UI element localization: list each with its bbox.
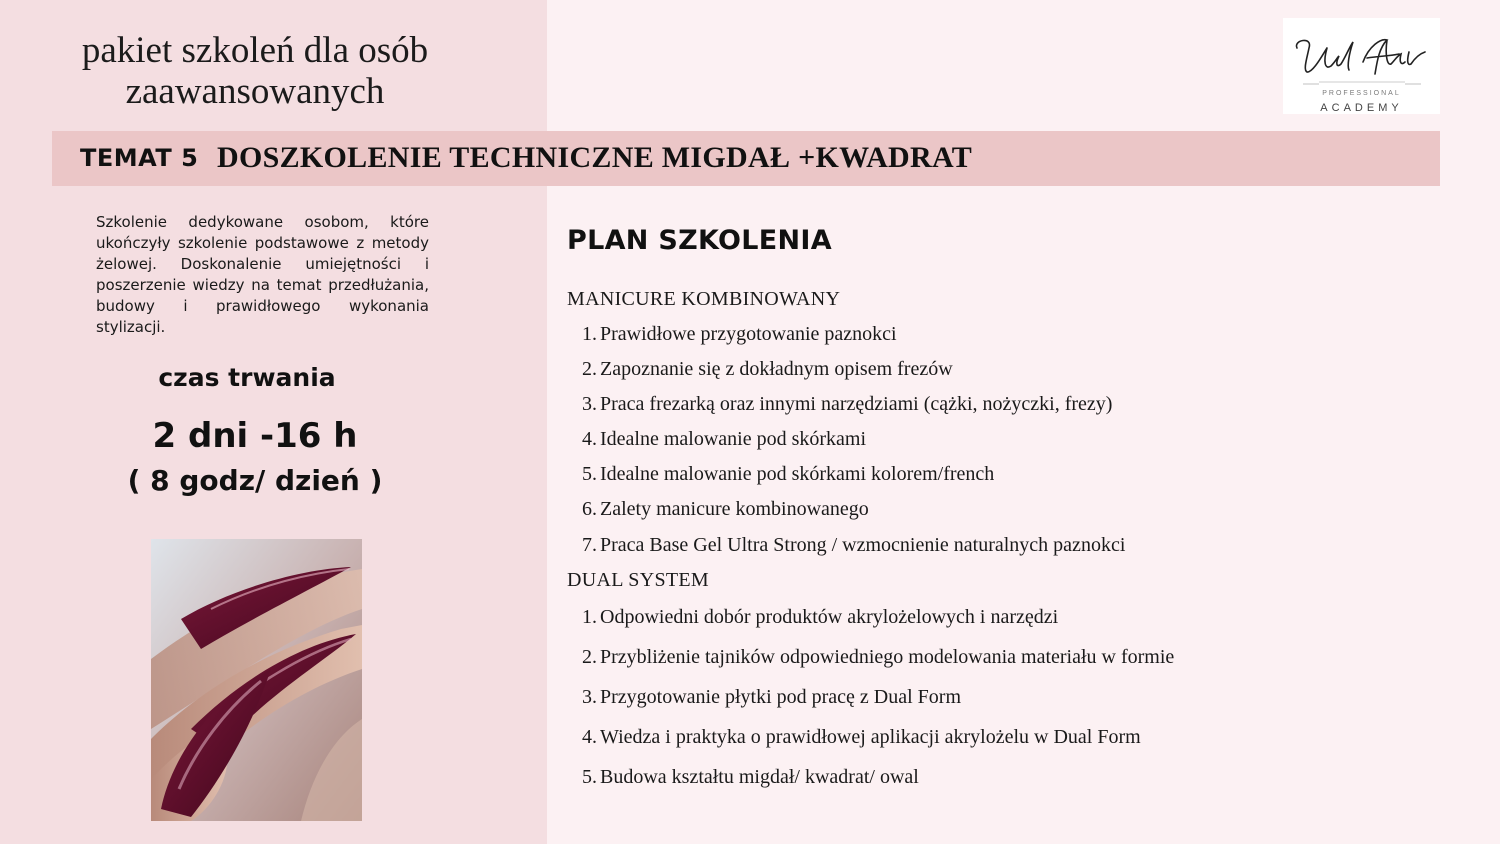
list-item-text: Praca Base Gel Ultra Strong / wzmocnienie naturalnych paznokci [600, 534, 1126, 556]
logo-professional: PROFESSIONAL [1322, 90, 1401, 97]
list-item-text: Przygotowanie płytki pod pracę z Dual Form [600, 686, 962, 708]
list-item-number: 4. [582, 428, 597, 450]
duration-value: 2 dni -16 h [152, 416, 358, 456]
section-title-manicure: MANICURE KOMBINOWANY [567, 288, 841, 310]
course-description: Szkolenie dedykowane osobom, które ukończyły szkolenie podstawowe z metody żelowej. Doskonalenie umiejętności i poszerzenie wiedzy na temat przedłużania, budowy i prawidłowego wykonania stylizacji. [96, 213, 429, 336]
topic-number: TEMAT 5 [80, 144, 199, 172]
logo-academy: ACADEMY [1320, 102, 1403, 114]
list-item-number: 2. [582, 646, 597, 668]
section-title-dual-system: DUAL SYSTEM [567, 569, 710, 591]
list-item-number: 3. [582, 686, 597, 708]
list-item-number: 1. [582, 323, 597, 345]
list-item-text: Zapoznanie się z dokładnym opisem frezów [600, 358, 953, 380]
list-item-number: 6. [582, 498, 597, 520]
list-item [582, 358, 953, 381]
list-item [582, 766, 919, 789]
topic-title: DOSZKOLENIE TECHNICZNE MIGDAŁ +KWADRAT [217, 141, 973, 174]
nail-photo [151, 539, 362, 821]
duration-label: czas trwania [158, 363, 336, 392]
right-panel [547, 0, 1500, 844]
topic-band [52, 131, 1440, 186]
list-item-text: Odpowiedni dobór produktów akrylożelowych i narzędzi [600, 606, 1059, 628]
list-item [582, 606, 1058, 629]
package-title-line2: zaawansowanych [125, 71, 385, 112]
list-item-number: 5. [582, 766, 597, 788]
list-item-number: 3. [582, 393, 597, 415]
list-item-number: 4. [582, 726, 597, 748]
nail-illustration [151, 539, 362, 821]
plan-heading: PLAN SZKOLENIA [567, 225, 832, 256]
list-item-text: Prawidłowe przygotowanie paznokci [600, 323, 897, 345]
list-item-number: 7. [582, 534, 597, 556]
list-item-text: Praca frezarką oraz innymi narzędziami (cążki, nożyczki, frezy) [600, 393, 1113, 415]
list-item-text: Wiedza i praktyka o prawidłowej aplikacji akrylożelu w Dual Form [600, 726, 1141, 748]
list-item-number: 2. [582, 358, 597, 380]
list-item-number: 1. [582, 606, 597, 628]
package-title [40, 30, 470, 112]
list-item [582, 428, 866, 451]
list-item [582, 646, 1174, 669]
list-item [582, 323, 897, 346]
duration-detail: ( 8 godz/ dzień ) [127, 464, 383, 497]
list-item-number: 5. [582, 463, 597, 485]
list-item [582, 463, 994, 486]
list-item [582, 686, 961, 709]
list-item [582, 534, 1125, 557]
logo-signature-icon [1283, 18, 1440, 114]
list-item-text: Idealne malowanie pod skórkami [600, 428, 867, 450]
academy-logo [1283, 18, 1440, 114]
list-item-text: Idealne malowanie pod skórkami kolorem/french [600, 463, 995, 485]
list-item [582, 498, 869, 521]
list-item [582, 726, 1141, 749]
list-item-text: Budowa kształtu migdał/ kwadrat/ owal [600, 766, 919, 788]
list-item [582, 393, 1112, 416]
list-item-text: Zalety manicure kombinowanego [600, 498, 869, 520]
package-title-line1: pakiet szkoleń dla osób [81, 30, 429, 71]
list-item-text: Przybliżenie tajników odpowiedniego modelowania materiału w formie [600, 646, 1175, 668]
